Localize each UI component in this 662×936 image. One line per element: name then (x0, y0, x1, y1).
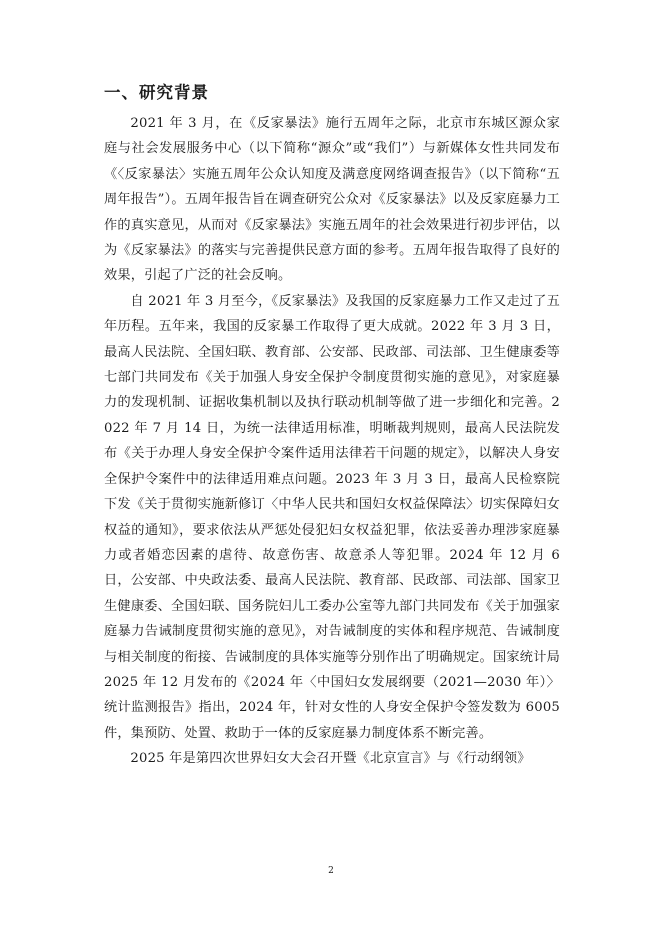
section-heading: 一、研究背景 (104, 83, 209, 102)
paragraph: 自 2021 年 3 月至今，《反家暴法》及我国的反家庭暴力工作又走过了五年历程。五年来，我国的反家暴工作取得了更大成就。2022 年 3 月 3 日，最高人民法院、全国妇联、教育部、公安部、民政部、司法部、卫生健康委等七部门共同发布《关于加强人身安全保护令制度贯彻实施的意见》，对家庭暴力的发现机制、证据收集机制以及执行联动机制等做了进一步细化和完善。2022 年 7 月 14 日，为统一法律适用标准，明晰裁判规则，最高人民法院发布《关于办理人身安全保护令案件适用法律若干问题的规定》，以解决人身安全保护令案件中的法律适用难点问题。2023 年 3 月 3 日，最高人民检察院下发《关于贯彻实施新修订〈中华人民共和国妇女权益保障法〉切实保障妇女权益的通知》，要求依法从严惩处侵犯妇女权益犯罪，依法妥善办理涉家庭暴力或者婚恋因素的虐待、故意伤害、故意杀人等犯罪。2024 年 12 月 6 日，公安部、中央政法委、最高人民法院、教育部、民政部、司法部、国家卫生健康委、全国妇联、国务院妇儿工委办公室等九部门共同发布《关于加强家庭暴力告诫制度贯彻实施的意见》，对告诫制度的实体和程序规范、告诫制度与相关制度的衔接、告诫制度的具体实施等分别作出了明确规定。国家统计局 2025 年 12 月发布的《2024 年〈中国妇女发展纲要（2021—2030 年）〉统计监测报告》指出，2024 年，针对女性的人身安全保护令签发数为 6005 件，集预防、处置、救助于一体的反家庭暴力制度体系不断完善。 (104, 293, 560, 741)
page-number: 2 (328, 866, 334, 876)
body-text (104, 111, 560, 772)
paragraph: 2025 年是第四次世界妇女大会召开暨《北京宣言》与《行动纲领》 (130, 751, 531, 767)
paragraph: 2021 年 3 月，在《反家暴法》施行五周年之际，北京市东城区源众家庭与社会发展服务中心（以下简称“源众”或“我们”）与新媒体女性共同发布《〈反家暴法〉实施五周年公众认知度及满意度网络调查报告》（以下简称“五周年报告”）。五周年报告旨在调查研究公众对《反家暴法》以及反家庭暴力工作的真实意见，从而对《反家暴法》实施五周年的社会效果进行初步评估，以为《反家暴法》的落实与完善提供民意方面的参考。五周年报告取得了良好的效果，引起了广泛的社会反响。 (104, 116, 560, 284)
